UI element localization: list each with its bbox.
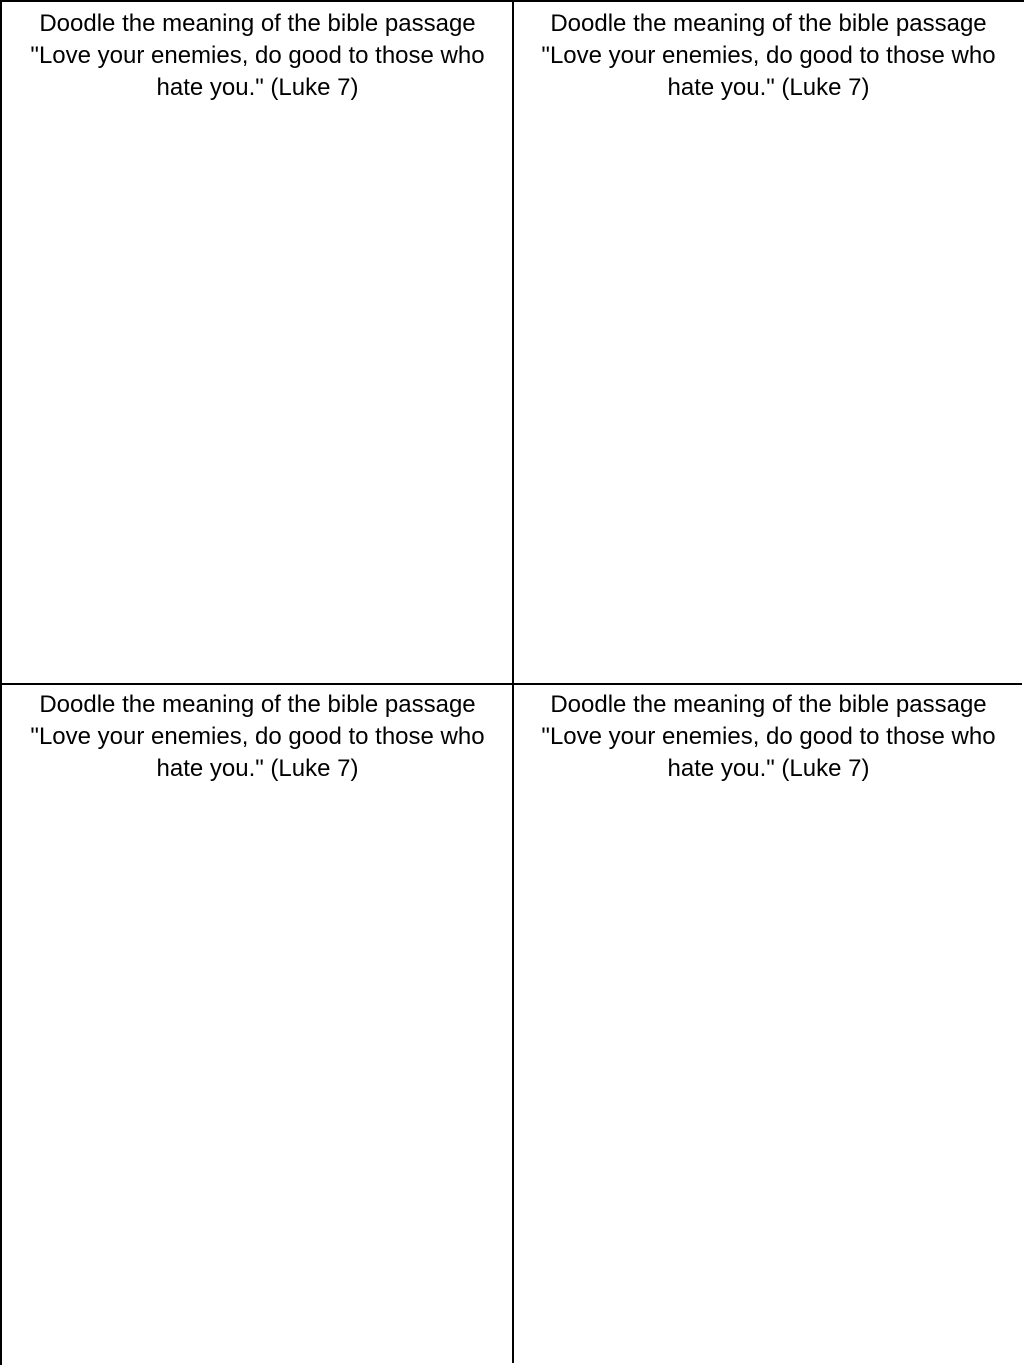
prompt-line: hate you." (Luke 7) — [667, 755, 870, 782]
prompt-line: Doodle the meaning of the bible passage — [550, 10, 987, 37]
horizontal-divider — [2, 683, 1022, 685]
card-prompt — [513, 2, 1024, 104]
prompt-line: Doodle the meaning of the bible passage — [39, 10, 476, 37]
prompt-line: Doodle the meaning of the bible passage — [39, 691, 476, 718]
prompt-line: Doodle the meaning of the bible passage — [550, 691, 987, 718]
card-prompt — [2, 2, 513, 104]
doodle-card-bottom-right[interactable] — [513, 683, 1024, 1365]
doodle-card-top-right[interactable] — [513, 2, 1024, 683]
doodle-card-top-left[interactable] — [2, 2, 513, 683]
prompt-line: "Love your enemies, do good to those who — [30, 42, 485, 69]
doodle-card-bottom-left[interactable] — [2, 683, 513, 1365]
prompt-line: hate you." (Luke 7) — [667, 74, 870, 101]
prompt-line: "Love your enemies, do good to those who — [30, 723, 485, 750]
prompt-line: "Love your enemies, do good to those who — [541, 42, 996, 69]
prompt-line: hate you." (Luke 7) — [156, 755, 359, 782]
prompt-line: hate you." (Luke 7) — [156, 74, 359, 101]
card-prompt — [513, 683, 1024, 785]
prompt-line: "Love your enemies, do good to those who — [541, 723, 996, 750]
card-prompt — [2, 683, 513, 785]
